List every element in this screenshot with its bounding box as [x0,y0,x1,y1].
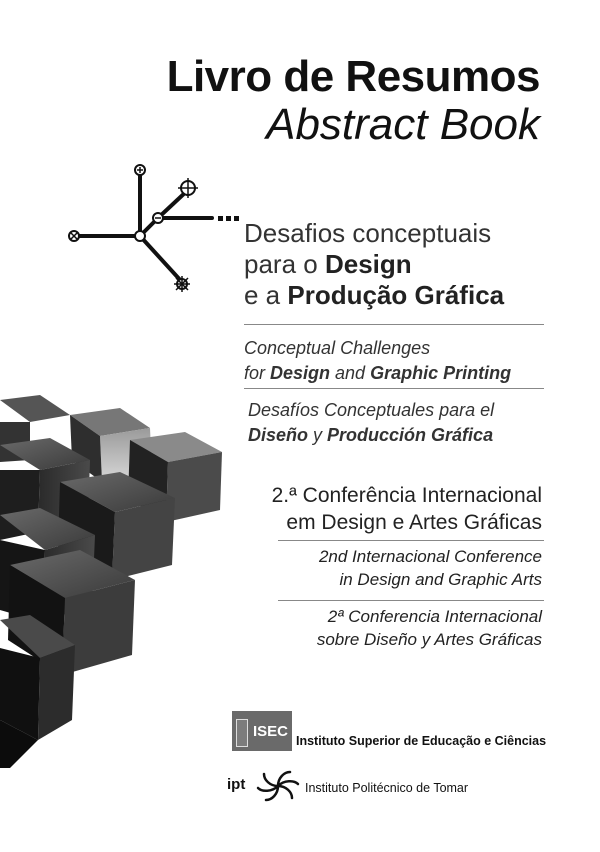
isec-abbr: ISEC [252,722,288,740]
theme-en-bold1: Design [270,363,331,383]
divider [244,388,544,389]
divider [278,600,544,601]
ipt-abbr: ipt [227,776,246,793]
title-pt: Livro de Resumos [166,52,540,101]
theme-en-bold2: Graphic Printing [370,363,512,383]
conference-es [317,605,542,651]
theme-en [244,336,511,386]
theme-en-prefix: for [244,363,271,383]
conference-en-line2: in Design and Graphic Arts [339,570,542,589]
conference-en-line1: 2nd Internacional Conference [318,547,542,566]
theme-pt-line3-prefix: e a [244,280,288,310]
divider [278,540,544,541]
conference-es-line2: sobre Diseño y Artes Gráficas [316,630,542,649]
theme-en-line1: Conceptual Challenges [244,338,431,358]
theme-es [248,398,494,448]
isec-emblem-icon [236,719,248,747]
conference-es-line1: 2ª Conferencia Internacional [327,607,542,626]
conference-pt-line1: 2.ª Conferência Internacional [271,484,542,507]
cube [0,395,70,422]
conference-pt [272,482,542,536]
theme-pt-line2-bold: Design [324,249,412,279]
isec-name: Instituto Superior de Educação e Ciências [296,734,547,748]
theme-en-mid: and [330,363,371,383]
theme-es-line1: Desafíos Conceptuales para el [248,400,495,420]
isec-logo [232,711,292,751]
theme-pt-line2-prefix: para o [244,249,325,279]
theme-pt [244,218,504,311]
cubes-illustration [0,390,240,770]
ipt-swirl-logo-icon [256,766,300,806]
theme-es-bold1: Diseño [248,425,309,445]
conference-en [319,545,542,591]
conference-pt-line2: em Design e Artes Gráficas [286,511,542,534]
theme-es-mid: y [308,425,328,445]
node-network-icon [62,158,244,298]
theme-es-bold2: Producción Gráfica [327,425,494,445]
title-en: Abstract Book [266,100,540,149]
ipt-name: Instituto Politécnico de Tomar [305,781,469,795]
divider [244,324,544,325]
theme-pt-line3-bold: Produção Gráfica [287,280,505,310]
theme-pt-line1: Desafios conceptuais [244,218,492,248]
